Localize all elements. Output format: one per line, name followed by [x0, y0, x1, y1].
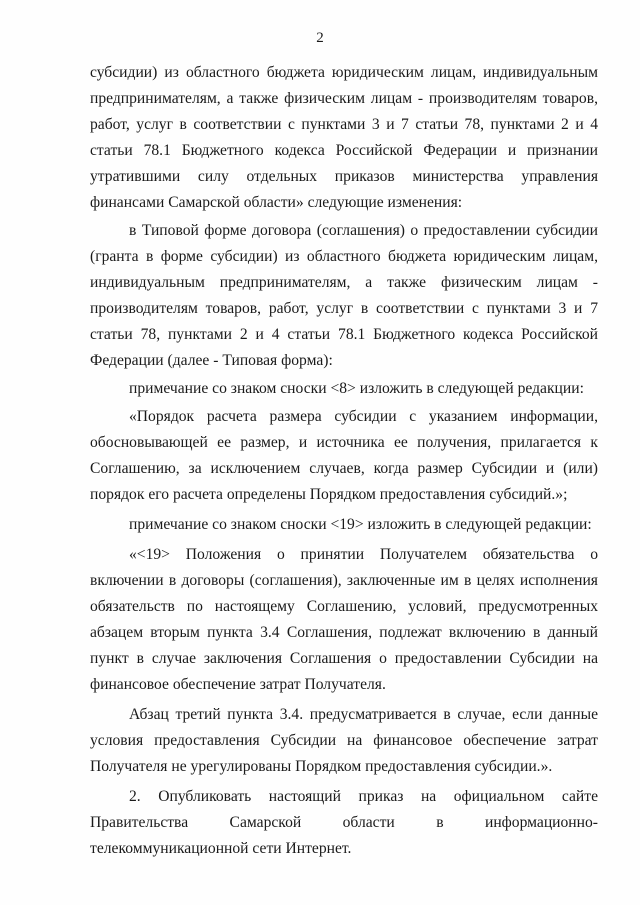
paragraph-continuation: субсидии) из областного бюджета юридическим лицам, индивидуальным предпринимателям, а также физическим лицам - производителям товаров, работ, услуг в соответствии с пунктами 3 и 7 статьи 78, пунктами 2 и 4 статьи 78.1 Бюджетного кодекса Российской Федерации и признании утратившими силу отдельных приказов министерства управления финансами Самарской области» следующие изменения: — [90, 64, 598, 211]
paragraph-note-8-text: «Порядок расчета размера субсидии с указанием информации, обосновывающей ее размер, и источника ее получения, прилагается к Соглашению, за исключением случаев, когда размер Субсидии и (или) порядок его расчета определены Порядком предоставления субсидий.»; — [90, 408, 598, 503]
paragraph-third-clause: Абзац третий пункта 3.4. предусматривается в случае, если данные условия предоставления Субсидии на финансовое обеспечение затрат Получателя не урегулированы Порядком предоставления субсидии.». — [90, 706, 598, 775]
paragraph-note-8-intro: примечание со знаком сноски <8> изложить в следующей редакции: — [129, 380, 584, 397]
paragraph-publish-order: 2. Опубликовать настоящий приказ на официальном сайте Правительства Самарской области в информационно-телекоммуникационной сети Интернет. — [90, 788, 598, 857]
page-number: 2 — [316, 30, 324, 46]
paragraph-typical-form: в Типовой форме договора (соглашения) о предоставлении субсидии (гранта в форме субсидии) из областного бюджета юридическим лицам, индивидуальным предпринимателям, а также физическим лицам - производителям товаров, работ, услуг в соответствии с пунктами 3 и 7 статьи 78, пунктами 2 и 4 статьи 78.1 Бюджетного кодекса Российской Федерации (далее - Типовая форма): — [90, 222, 598, 369]
document-body — [90, 60, 598, 864]
paragraph-note-19-intro: примечание со знаком сноски <19> изложить в следующей редакции: — [129, 516, 592, 533]
paragraph-note-19-text: «<19> Положения о принятии Получателем обязательства о включении в договоры (соглашения), заключенные им в целях исполнения обязательств по настоящему Соглашению, условий, предусмотренных абзацем вторым пункта 3.4 Соглашения, подлежат включению в данный пункт в случае заключения Соглашения о предоставлении Субсидии на финансовое обеспечение затрат Получателя. — [90, 546, 598, 693]
